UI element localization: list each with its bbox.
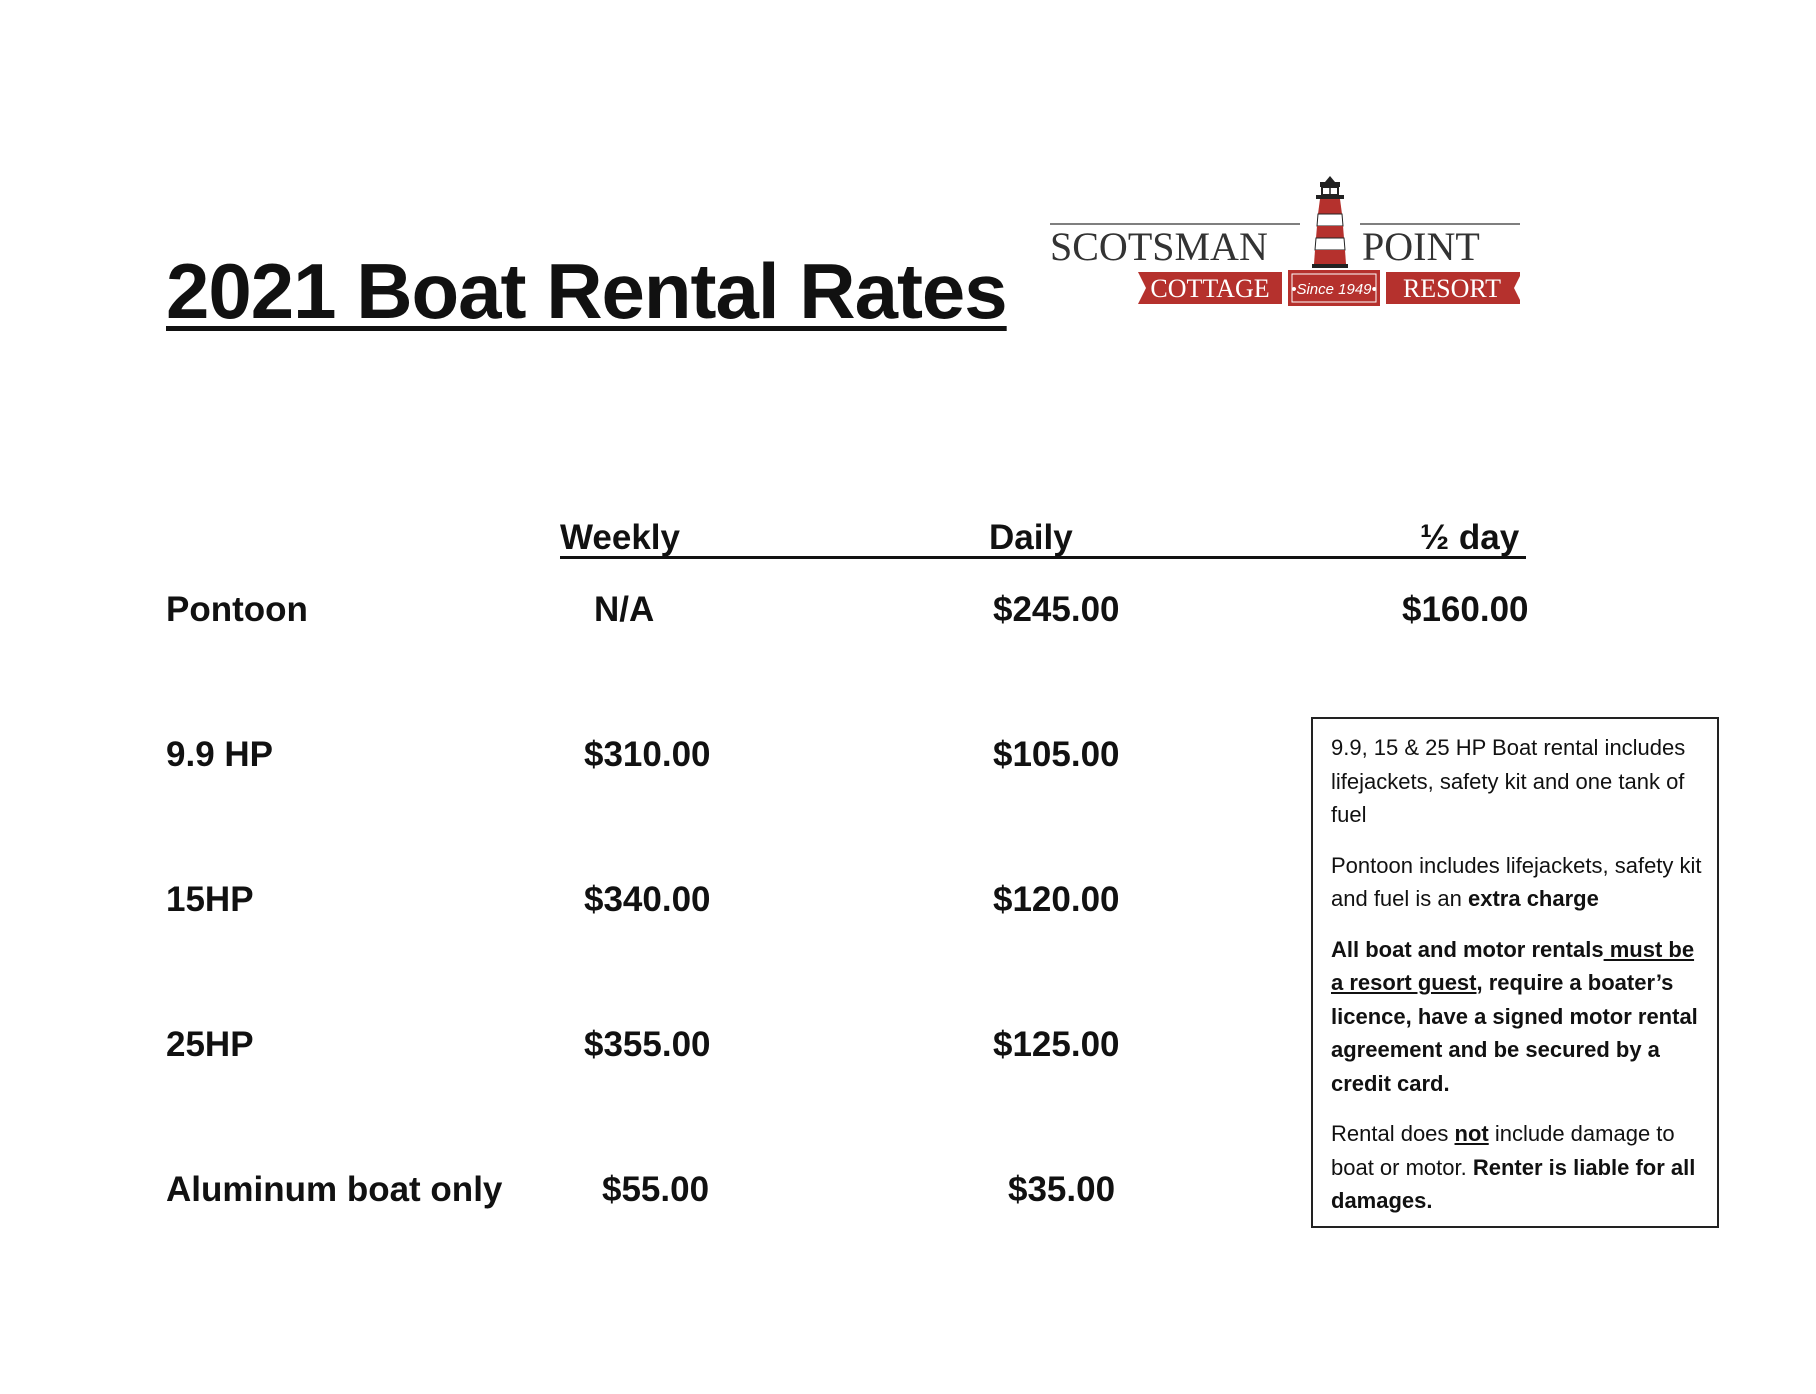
note-fuel-text: 9.9, 15 & 25 HP Boat rental includes lifejackets, safety kit and one tank of fuel [1331,735,1686,827]
note-req-guest: must be a resort guest [1331,936,1695,995]
note-fuel [1331,731,1703,832]
cell-9-9hp-daily: $105.00 [993,735,1120,774]
logo-word-left: SCOTSMAN [1050,224,1268,269]
cell-aluminum-weekly: $55.00 [602,1170,710,1209]
cell-aluminum-daily: $35.00 [1008,1170,1116,1209]
note-req-c: , require a boater’s licence, have a signed motor rental agreement and be secured by a credit card. [1331,970,1698,1096]
row-label-aluminum: Aluminum boat only [166,1170,503,1209]
cell-25hp-weekly: $355.00 [584,1025,711,1064]
lighthouse-icon [1312,176,1348,268]
note-damage-a: Rental does [1331,1121,1455,1146]
logo-word-right: POINT [1362,224,1480,269]
note-damage-liable: Renter is liable for all damages. [1331,1154,1696,1213]
cell-pontoon-daily: $245.00 [993,590,1120,629]
note-damage-c: include damage to boat or motor. [1331,1121,1675,1180]
cell-pontoon-weekly: N/A [594,590,655,629]
col-header-daily: Daily [989,518,1073,557]
note-pontoon-extra: extra charge [1467,886,1599,911]
row-label-pontoon: Pontoon [166,590,308,629]
logo-banner-left: COTTAGE [1150,274,1270,303]
row-label-15hp: 15HP [166,880,254,919]
note-pontoon-text: Pontoon includes lifejackets, safety kit and fuel is an [1331,852,1702,911]
col-header-weekly: Weekly [560,518,680,557]
cell-pontoon-half-day: $160.00 [1402,590,1529,629]
cell-15hp-daily: $120.00 [993,880,1120,919]
logo-banner-center: •Since 1949• [1291,281,1377,298]
cell-25hp-daily: $125.00 [993,1025,1120,1064]
cell-15hp-weekly: $340.00 [584,880,711,919]
note-requirements [1331,933,1703,1101]
logo-banner-right: RESORT [1402,274,1502,303]
page-title: 2021 Boat Rental Rates [166,247,1007,335]
note-damage [1331,1117,1703,1218]
row-label-25hp: 25HP [166,1025,254,1064]
rental-terms-box [1311,717,1719,1228]
note-damage-not: not [1454,1121,1489,1146]
note-pontoon [1331,849,1703,916]
row-label-9-9hp: 9.9 HP [166,735,273,774]
note-req-a: All boat and motor rentals [1331,936,1604,962]
scotsman-point-logo [1050,168,1520,318]
col-header-half-day: ½ day [1420,518,1520,557]
cell-9-9hp-weekly: $310.00 [584,735,711,774]
